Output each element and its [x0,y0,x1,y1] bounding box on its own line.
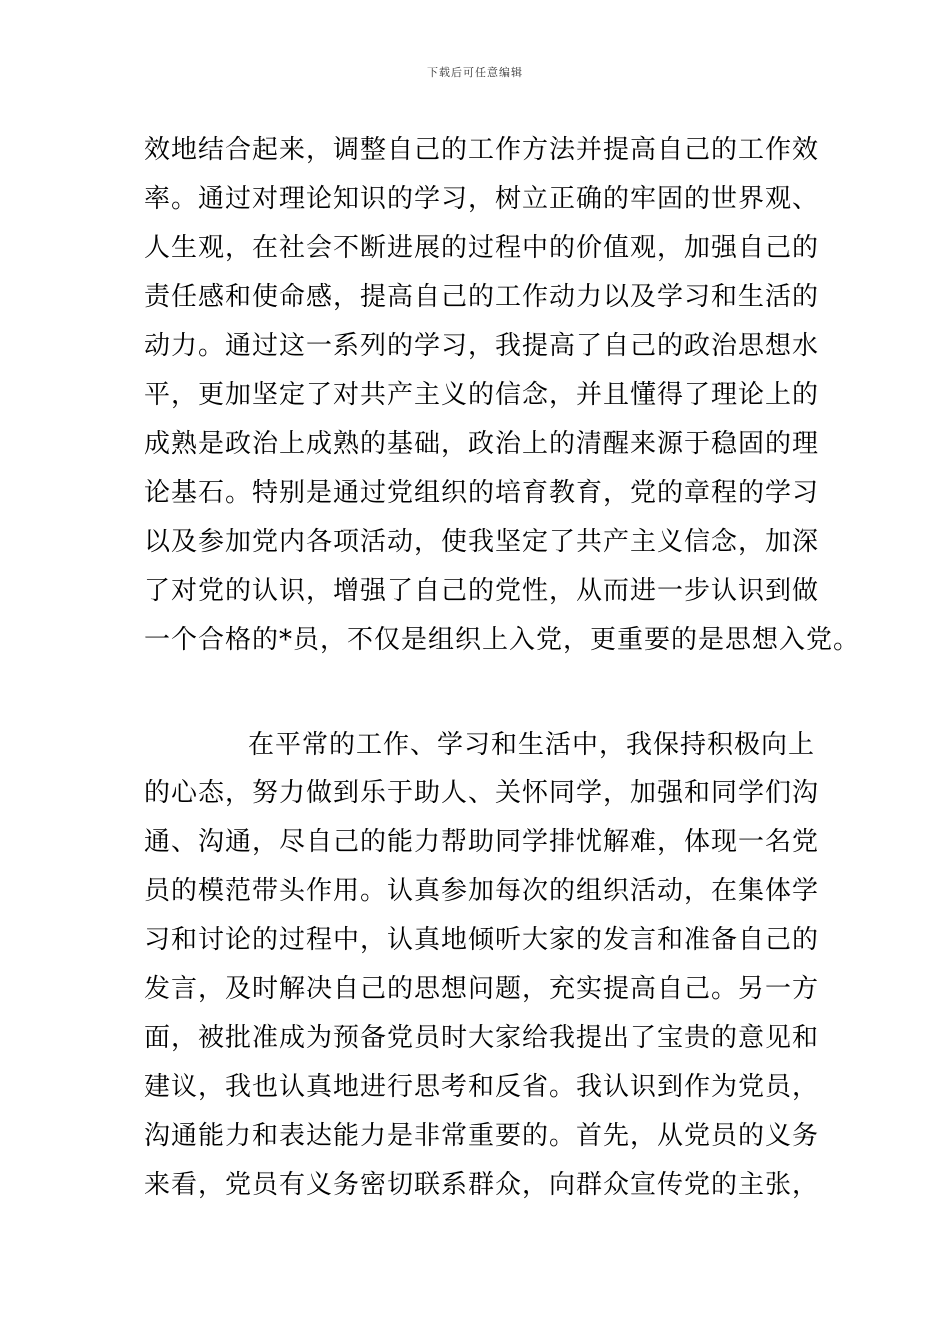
paragraph-2-line-2: 的心态，努力做到乐于助人、关怀同学，加强和同学们沟 [144,778,820,808]
paragraph-2-line-3: 通、沟通，尽自己的能力帮助同学排忧解难，体现一名党 [144,827,820,857]
paragraph-1-line-5: 动力。通过这一系列的学习，我提高了自己的政治思想水 [144,331,820,361]
paragraph-1-line-8: 论基石。特别是通过党组织的培育教育，党的章程的学习 [144,478,820,508]
paragraph-1-line-3: 人生观，在社会不断进展的过程中的价值观，加强自己的 [144,233,820,263]
page-header: 下载后可任意编辑 [427,66,523,79]
paragraph-1-line-2: 率。通过对理论知识的学习，树立正确的牢固的世界观、 [144,184,820,214]
paragraph-1-line-10: 了对党的认识，增强了自己的党性，从而进一步认识到做 [144,576,820,606]
paragraph-1-line-9: 以及参加党内各项活动，使我坚定了共产主义信念，加深 [144,527,820,557]
paragraph-1-line-1: 效地结合起来，调整自己的工作方法并提高自己的工作效 [144,135,820,165]
paragraph-1-line-11: 一个合格的*员，不仅是组织上入党，更重要的是思想入党。 [144,625,861,655]
paragraph-1-line-7: 成熟是政治上成熟的基础，政治上的清醒来源于稳固的理 [144,429,820,459]
paragraph-2-line-4: 员的模范带头作用。认真参加每次的组织活动，在集体学 [144,876,820,906]
paragraph-2-line-9: 沟通能力和表达能力是非常重要的。首先，从党员的义务 [144,1121,820,1151]
paragraph-2-line-1: 在平常的工作、学习和生活中，我保持积极向上 [248,730,816,760]
paragraph-2-line-6: 发言，及时解决自己的思想问题，充实提高自己。另一方 [144,974,820,1004]
paragraph-2-line-8: 建议，我也认真地进行思考和反省。我认识到作为党员， [144,1072,820,1102]
paragraph-1-line-4: 责任感和使命感，提高自己的工作动力以及学习和生活的 [144,282,820,312]
paragraph-2-line-10: 来看，党员有义务密切联系群众，向群众宣传党的主张， [144,1170,820,1200]
paragraph-1-line-6: 平，更加坚定了对共产主义的信念，并且懂得了理论上的 [144,380,820,410]
paragraph-2-line-7: 面，被批准成为预备党员时大家给我提出了宝贵的意见和 [144,1023,820,1053]
paragraph-2-line-5: 习和讨论的过程中，认真地倾听大家的发言和准备自己的 [144,925,820,955]
